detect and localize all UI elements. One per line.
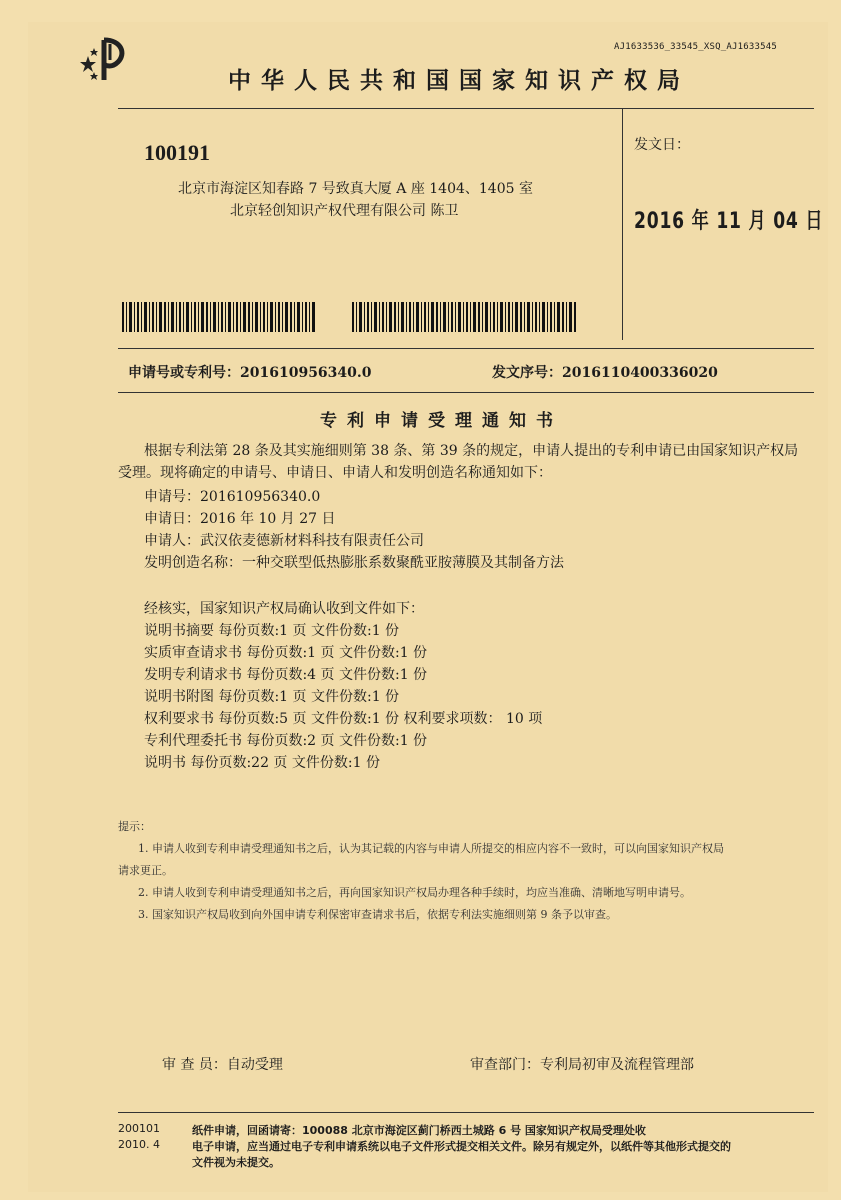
field-value: 武汉依麦德新材料科技有限责任公司 bbox=[200, 533, 424, 549]
form-code: 200101 bbox=[118, 1122, 160, 1135]
document-title: 专利申请受理通知书 bbox=[320, 411, 563, 431]
department-label: 审查部门： bbox=[470, 1057, 540, 1073]
intro-line-1: 根据专利法第 28 条及其实施细则第 38 条、第 39 条的规定，申请人提出的专利申请已由国家知识产权局 bbox=[144, 443, 799, 459]
field-label: 申请人： bbox=[144, 533, 200, 549]
field-applicant bbox=[144, 530, 424, 550]
paper-submission-note: 纸件申请，回函请寄：100088 北京市海淀区蓟门桥西土城路 6 号 国家知识产权局受理处收 bbox=[192, 1124, 646, 1137]
serial-number: 2016110400336020 bbox=[562, 365, 718, 381]
note-1-continued: 请求更正。 bbox=[118, 864, 173, 877]
serial-number-row bbox=[492, 362, 718, 382]
footer-rule bbox=[118, 1112, 814, 1113]
barcode-left bbox=[122, 302, 316, 332]
field-value: 2016 年 10 月 27 日 bbox=[200, 511, 336, 527]
dispatch-date-label: 发文日： bbox=[634, 137, 690, 153]
recipient-agency: 北京轻创知识产权代理有限公司 陈卫 bbox=[230, 203, 459, 219]
application-number: 201610956340.0 bbox=[240, 365, 372, 381]
form-date: 2010. 4 bbox=[118, 1138, 160, 1151]
document-item: 实质审查请求书 每份页数:1 页 文件份数:1 份 bbox=[144, 645, 428, 661]
electronic-submission-note: 电子申请，应当通过电子专利申请系统以电子文件形式提交相关文件。除另有规定外，以纸件等其他形式提交的 bbox=[192, 1140, 731, 1153]
meta-top-rule bbox=[118, 348, 814, 349]
document-item: 说明书附图 每份页数:1 页 文件份数:1 份 bbox=[144, 689, 400, 705]
examiner-label: 审 查 员： bbox=[162, 1057, 227, 1073]
electronic-submission-note-continued: 文件视为未提交。 bbox=[192, 1156, 280, 1169]
document-item: 发明专利请求书 每份页数:4 页 文件份数:1 份 bbox=[144, 667, 428, 683]
footer-paper-line bbox=[192, 1122, 646, 1138]
field-label: 申请号： bbox=[144, 489, 200, 505]
field-application-number bbox=[144, 486, 320, 506]
footer-electronic-line-1 bbox=[192, 1138, 731, 1154]
field-label: 申请日： bbox=[144, 511, 200, 527]
document-code: AJ1633536_33545_XSQ_AJ1633545 bbox=[614, 42, 777, 52]
field-value: 201610956340.0 bbox=[200, 489, 321, 505]
recipient-address: 北京市海淀区知春路 7 号致真大厦 A 座 1404、1405 室 bbox=[178, 181, 533, 197]
field-invention-title bbox=[144, 552, 564, 572]
postal-code: 100191 bbox=[144, 140, 210, 165]
examination-department bbox=[470, 1054, 694, 1074]
header-top-rule bbox=[118, 108, 814, 109]
notes-heading: 提示： bbox=[118, 820, 151, 833]
note-2: 2. 申请人收到专利申请受理通知书之后，再向国家知识产权局办理各种手续时，均应当准确、清晰地写明申请号。 bbox=[138, 886, 691, 899]
meta-bottom-rule bbox=[118, 392, 814, 393]
examiner bbox=[162, 1054, 283, 1074]
note-3: 3. 国家知识产权局收到向外国申请专利保密审查请求书后，依据专利法实施细则第 9 条予以审查。 bbox=[138, 908, 617, 921]
intro-line-2: 受理。现将确定的申请号、申请日、申请人和发明创造名称通知如下： bbox=[118, 465, 552, 481]
field-filing-date bbox=[144, 508, 336, 528]
note-1: 1. 申请人收到专利申请受理通知书之后，认为其记载的内容与申请人所提交的相应内容不一致时，可以向国家知识产权局 bbox=[138, 842, 724, 855]
header-divider bbox=[622, 108, 623, 340]
field-label: 发明创造名称： bbox=[144, 555, 242, 571]
document-item: 说明书 每份页数:22 页 文件份数:1 份 bbox=[144, 755, 380, 771]
application-number-row bbox=[128, 362, 372, 382]
barcode-right bbox=[352, 302, 578, 332]
confirm-intro: 经核实，国家知识产权局确认收到文件如下： bbox=[144, 601, 424, 617]
document-item: 说明书摘要 每份页数:1 页 文件份数:1 份 bbox=[144, 623, 400, 639]
document-item: 权利要求书 每份页数:5 页 文件份数:1 份 权利要求项数： 10 项 bbox=[144, 711, 543, 727]
agency-name: 中华人民共和国国家知识产权局 bbox=[228, 68, 690, 94]
department-name: 专利局初审及流程管理部 bbox=[540, 1057, 694, 1073]
application-number-label: 申请号或专利号： bbox=[128, 365, 240, 381]
field-value: 一种交联型低热膨胀系数聚酰亚胺薄膜及其制备方法 bbox=[242, 555, 564, 571]
serial-number-label: 发文序号： bbox=[492, 365, 562, 381]
examiner-name: 自动受理 bbox=[226, 1057, 283, 1073]
sipo-emblem-icon bbox=[80, 34, 140, 86]
footer-electronic-line-2 bbox=[192, 1154, 280, 1170]
dispatch-date: 2016 年 11 月 04 日 bbox=[634, 209, 824, 234]
document-item: 专利代理委托书 每份页数:2 页 文件份数:1 份 bbox=[144, 733, 428, 749]
